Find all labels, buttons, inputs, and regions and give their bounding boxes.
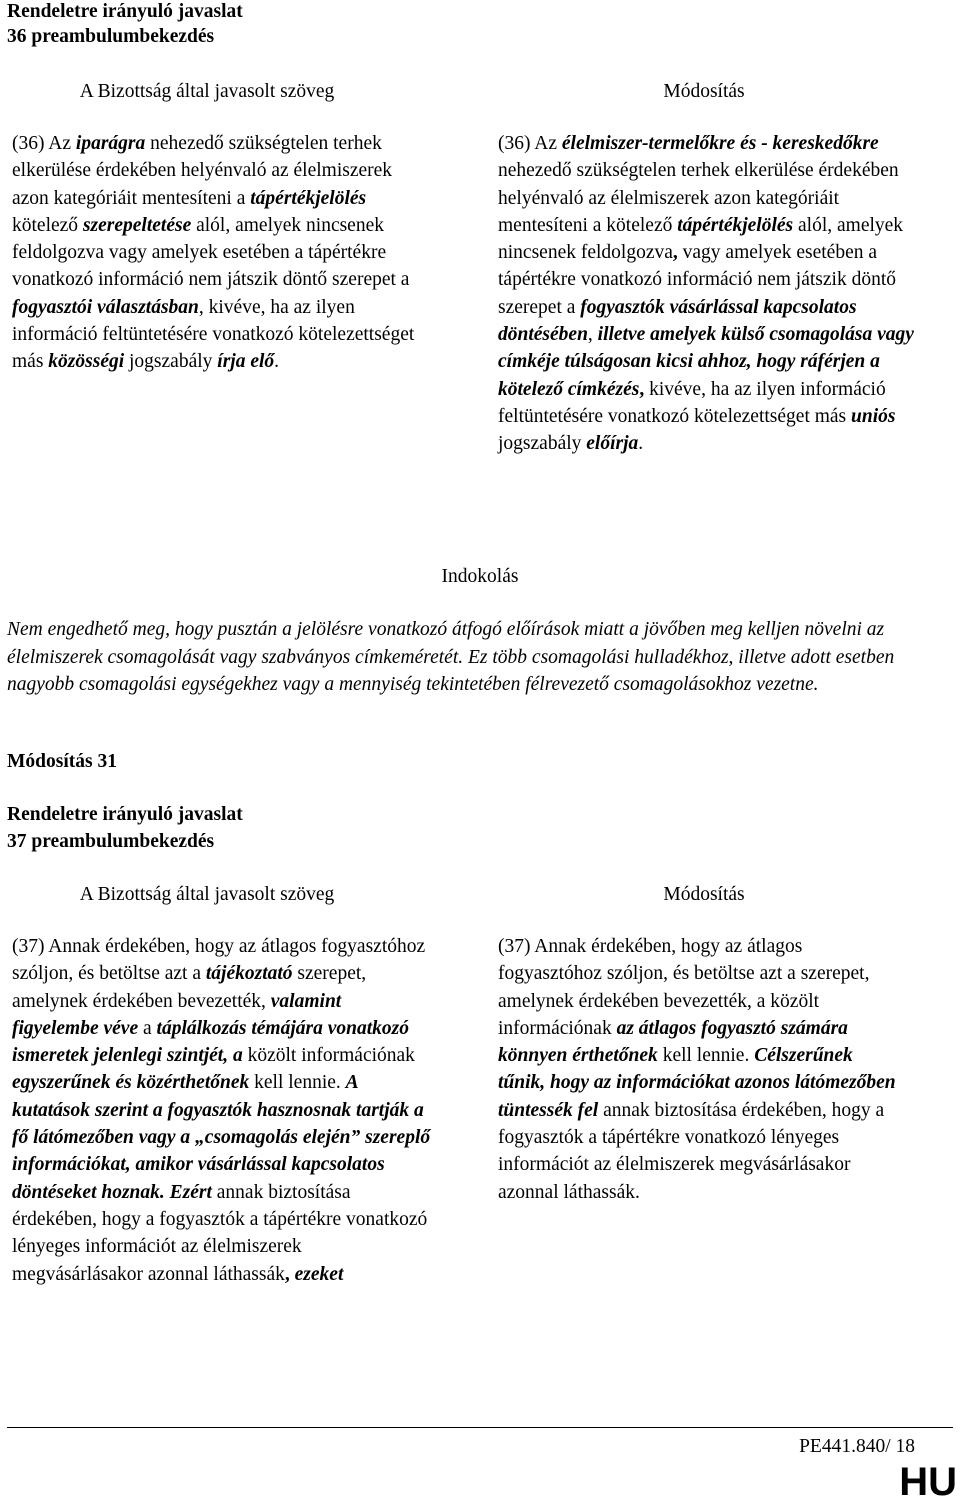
text-run: kell lennie. — [249, 1072, 346, 1094]
emphasized-run: uniós — [851, 405, 896, 427]
text-run: jogszabály — [498, 433, 587, 455]
emphasized-run: A kutatások szerint a fogyasztók hasznosnak tartják a fő látómezőben vagy a „csomagolás elején” szereplő információkat, amikor vásárlással kapcsolatos döntéseket hoznak. Ezért — [12, 1072, 431, 1203]
text-run: kell lennie. — [657, 1045, 755, 1067]
commission-text-header: A Bizottság által javasolt szöveg — [79, 81, 335, 102]
commission-text-36-para — [12, 130, 432, 376]
bold-run: , — [672, 242, 678, 264]
text-run: , — [587, 324, 598, 346]
text-run: jogszabály — [124, 351, 218, 373]
emphasized-run: tápértékjelölés — [250, 187, 367, 209]
text-run: alól, amelyek nincsenek feldolgozva — [498, 214, 904, 264]
emphasized-run: fogyasztói választásban — [12, 296, 199, 318]
text-run: közölt információnak — [242, 1045, 415, 1067]
emphasized-run: tápértékjelölés — [677, 214, 794, 236]
text-run: . — [274, 351, 280, 373]
emphasized-run: ezeket — [294, 1263, 344, 1285]
text-run: annak biztosítása érdekében, hogy a fogyasztók a tápértékre vonatkozó lényeges információt az élelmiszerek megvásárlásakor azonnal láthassák. — [498, 1099, 885, 1203]
amended-text-37 — [498, 933, 900, 1206]
footer-rule — [7, 1427, 953, 1428]
amendment-header: Módosítás — [663, 81, 745, 102]
emphasized-run: előírja — [586, 433, 639, 455]
text-run: vagy amelyek esetében a tápértékre vonatkozó információ nem játszik döntő szerepet a — [498, 242, 896, 318]
emphasized-run: egyszerűnek és közérthetőnek — [12, 1072, 250, 1094]
recital-heading-2: 37 preambulumbekezdés — [7, 831, 215, 852]
text-run: annak biztosítása érdekében, hogy a fogyasztók a tápértékre vonatkozó lényeges információt az élelmiszerek megvásárlásakor azonnal láthassák — [12, 1181, 428, 1285]
text-run: nehezedő szükségtelen terhek elkerülése érdekében helyénvaló az élelmiszerek azon kategóriáit mentesíteni a kötelező — [498, 160, 899, 236]
amendment-number: Módosítás 31 — [7, 751, 117, 772]
language-code: HU — [899, 1460, 957, 1504]
amended-text-36-para — [498, 130, 928, 458]
emphasized-run: Célszerűnek tűnik, hogy az információkat azonos látómezőben tüntessék fel — [498, 1045, 896, 1121]
emphasized-run: tájékoztató — [205, 963, 293, 985]
proposal-heading-2: Rendeletre irányuló javaslat — [7, 804, 243, 825]
emphasized-run: valamint figyelembe véve — [12, 990, 342, 1039]
text-run: nehezedő szükségtelen terhek elkerülése érdekében helyénvaló az élelmiszerek azon kategóriáit mentesíteni a — [12, 133, 393, 209]
emphasized-run: táplálkozás témájára vonatkozó ismeretek jelenlegi szintjét, a — [12, 1017, 409, 1067]
emphasized-run: az átlagos fogyasztó számára könnyen érthetőnek — [498, 1017, 848, 1067]
document-reference: PE441.840/ 18 — [799, 1436, 915, 1457]
emphasized-run: élelmiszer-termelőkre és - kereskedőkre — [561, 133, 879, 154]
justification-text: Nem engedhető meg, hogy pusztán a jelölésre vonatkozó átfogó előírások miatt a jövőben meg kelljen növelni az élelmiszerek csomagolását vagy szabványos címkeméretét. Ez több csomagolási hulladékhoz, illetve adott esetben nagyobb csomagolási egységekhez vagy a mennyiség tekintetében félrevezető csomagolásokhoz vezetne. — [7, 619, 895, 695]
bold-run: , — [284, 1263, 295, 1285]
text-run: kivéve, ha az ilyen információ feltüntetésére vonatkozó kötelezettséget más — [498, 378, 886, 427]
emphasized-run: közösségi — [48, 351, 125, 373]
emphasized-run: fogyasztók vásárlással kapcsolatos döntésében — [498, 296, 857, 346]
commission-text-37 — [12, 933, 432, 1288]
amended-text-36 — [498, 130, 928, 458]
text-run: , kivéve, ha az ilyen információ feltüntetésére vonatkozó kötelezettséget más — [12, 296, 415, 373]
text-run: a — [138, 1017, 157, 1039]
text-run: kötelező — [12, 214, 83, 236]
text-run: (37) Annak érdekében, hogy az átlagos fogyasztóhoz szóljon, és betöltse azt a szerepet, amelynek érdekében bevezették, a közölt információnak — [498, 936, 870, 1039]
text-run: (36) Az — [12, 133, 76, 154]
text-run: . — [638, 433, 644, 455]
text-run: (37) Annak érdekében, hogy az átlagos fogyasztóhoz szóljon, és betöltse azt a — [12, 936, 426, 985]
emphasized-run: iparágra — [75, 133, 146, 154]
amendment-header-2: Módosítás — [663, 884, 745, 905]
commission-text-36 — [12, 130, 432, 376]
text-run: szerepet, amelynek érdekében bevezették, — [12, 963, 367, 1012]
commission-text-header-2: A Bizottság által javasolt szöveg — [79, 884, 335, 905]
text-run: (36) Az — [498, 133, 562, 154]
emphasized-run: illetve amelyek külső csomagolása vagy címkéje túlságosan kicsi ahhoz, hogy ráférjen a kötelező címkézés — [498, 324, 914, 400]
text-run: alól, amelyek nincsenek feldolgozva vagy amelyek esetében a tápértékre vonatkozó információ nem játszik döntő szerepet a — [12, 214, 410, 291]
emphasized-run: írja elő — [217, 351, 275, 373]
amended-text-37-para — [498, 933, 900, 1206]
recital-heading: 36 preambulumbekezdés — [7, 26, 215, 47]
bold-run: , — [639, 378, 645, 400]
justification-header: Indokolás — [441, 566, 519, 587]
commission-text-37-para — [12, 933, 432, 1288]
proposal-heading: Rendeletre irányuló javaslat — [7, 1, 243, 22]
emphasized-run: szerepeltetése — [82, 214, 192, 236]
